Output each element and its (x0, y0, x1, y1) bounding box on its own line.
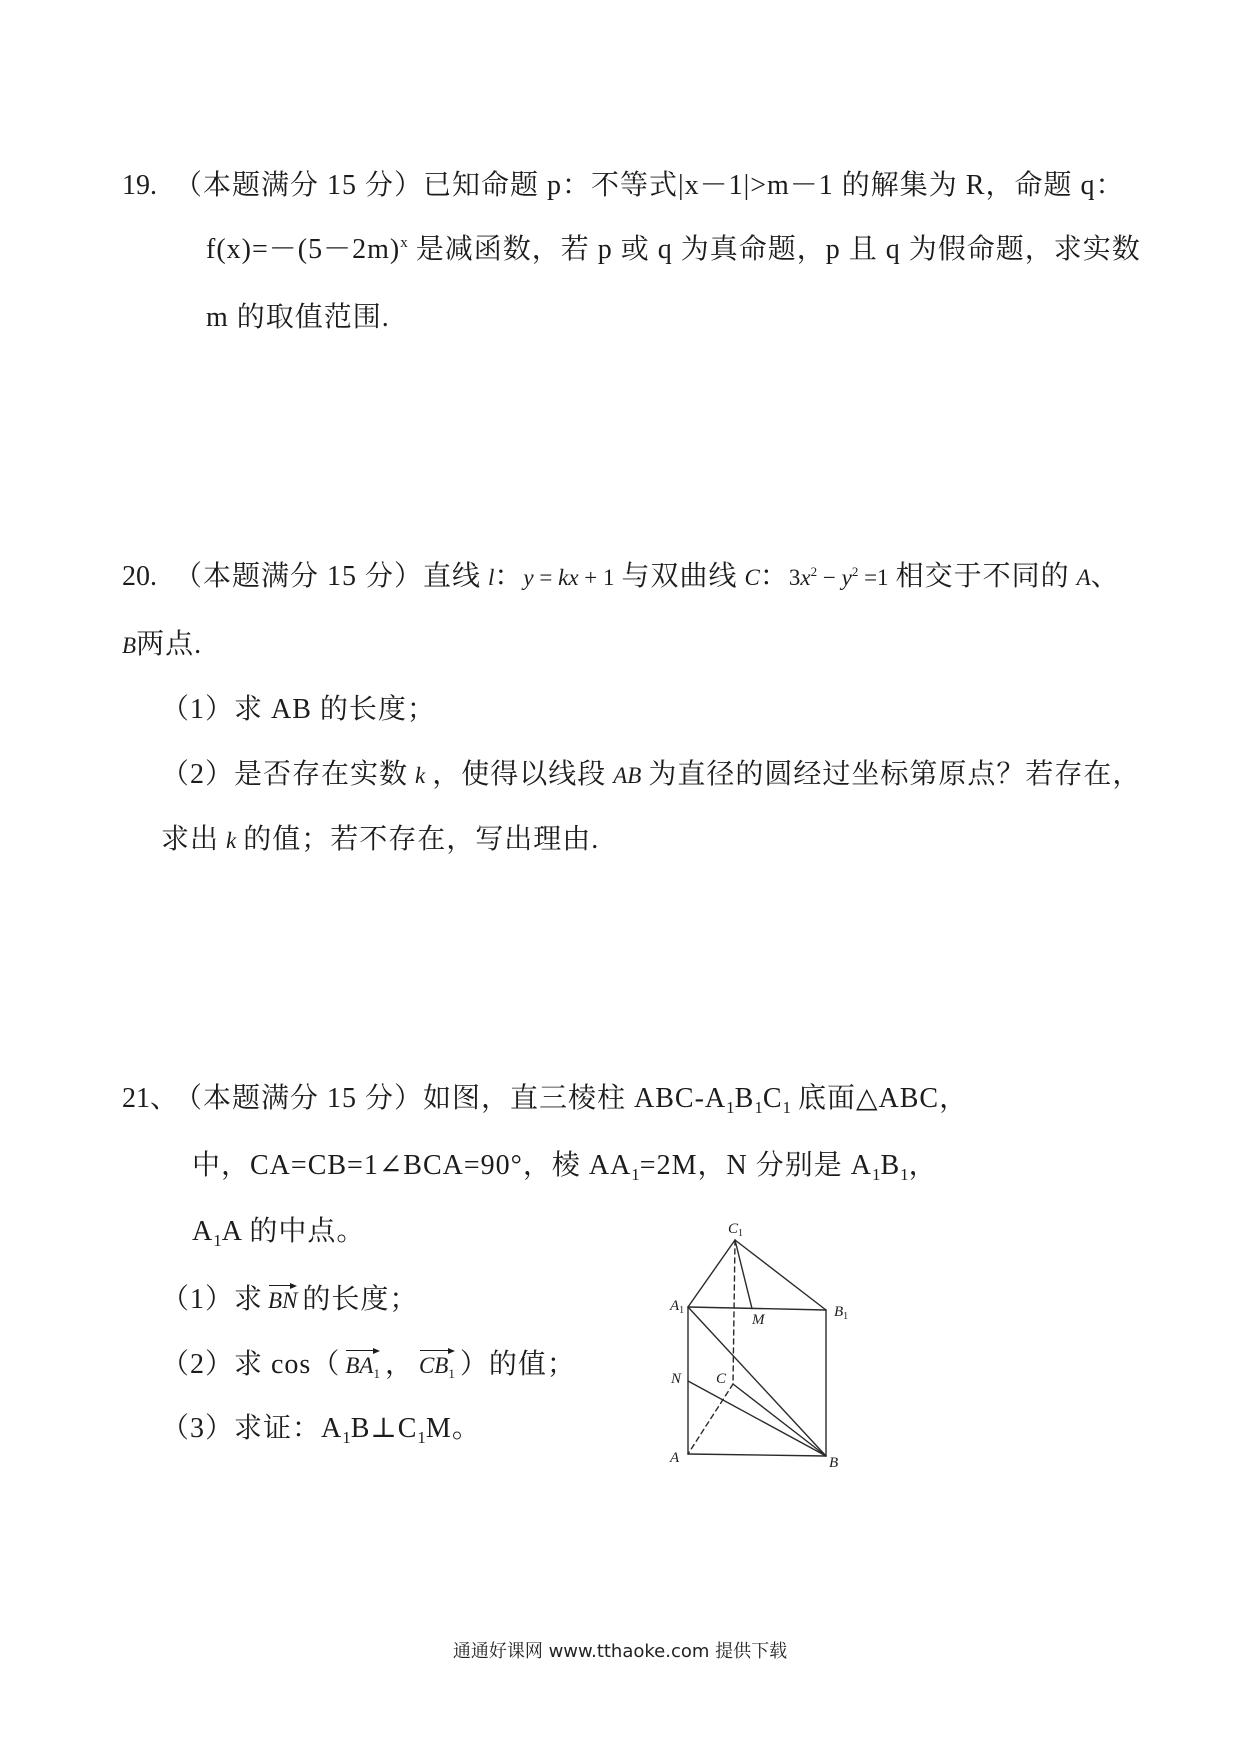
q19-line-2-text: 是减函数，若 p 或 q 为真命题，p 且 q 为假命题，求实数 (407, 234, 1141, 265)
eq-coef-3: 3 (788, 565, 801, 590)
point-b-symbol: B (122, 633, 137, 658)
label-m: M (752, 1312, 765, 1328)
q20-line-2 (122, 627, 202, 664)
q19-line-3 (206, 300, 390, 336)
segment-a1-b (688, 1307, 826, 1456)
label-a1-letter: A (670, 1298, 680, 1314)
line-l-symbol: l (488, 565, 495, 590)
q21-line-2-comma: ， (908, 1150, 938, 1181)
q21-part-3-text-c: M。 (425, 1413, 481, 1444)
eq-x-exponent: 2 (810, 564, 818, 579)
q19-line-2 (206, 232, 1141, 272)
vector-ba1-sub: 1 (373, 1366, 380, 1381)
q21-line-2 (192, 1148, 938, 1187)
eq-equals: = (533, 565, 559, 590)
edge-c1-c-hidden (733, 1240, 735, 1384)
q21-aa1-sub: 1 (631, 1165, 640, 1184)
q21-line-1-text-b: 底面△ABC， (798, 1083, 969, 1114)
q21-part-3-c1-sub: 1 (417, 1428, 426, 1447)
q21-part-1-text: （1）求 (161, 1284, 264, 1315)
q21-part-3-text: （3）求证：A (161, 1413, 343, 1444)
q21-c-letter: C (762, 1083, 783, 1114)
q19-function-expression: f(x)=－(5－2m) (206, 234, 401, 265)
eq-equals-one: =1 (858, 565, 889, 590)
segment-c-b (733, 1384, 826, 1456)
q21-line-2-text: 中，CA=CB=1∠BCA=90°，棱 AA (192, 1150, 632, 1181)
q20-colon-2: ： (759, 561, 789, 592)
label-b: B (829, 1455, 839, 1471)
vector-ba1-letters: BA (345, 1353, 374, 1378)
q20-part-2-text: （2）是否存在实数 (161, 759, 409, 790)
edge-c-a-hidden (688, 1384, 733, 1454)
label-n: N (671, 1371, 682, 1387)
vector-cb1-letters: CB (418, 1353, 449, 1378)
segment-n-b (688, 1381, 826, 1456)
page-footer: 通通好课网 www.tthaoke.com 提供下载 (452, 1641, 788, 1662)
k-symbol-2: k (226, 828, 237, 853)
label-c: C (716, 1371, 727, 1387)
eq-y: y (523, 565, 534, 590)
q21-line-2-text-b: =2M，N 分别是 A (639, 1150, 872, 1181)
q21-line-1-text: （本题满分 15 分）如图，直三棱柱 ABC-A (174, 1083, 727, 1114)
eq-plus-one: + 1 (578, 565, 615, 590)
vector-cb1-sub: 1 (448, 1366, 455, 1381)
label-a1-subscript: 1 (679, 1305, 685, 1316)
q21-part-2 (161, 1346, 576, 1384)
label-b1-letter: B (834, 1304, 844, 1320)
q19-line-3-text: m 的取值范围. (206, 302, 390, 333)
q21-part-1 (161, 1281, 418, 1318)
q21-part-2-text: （2）求 cos（ (161, 1349, 341, 1380)
q19-line-1 (122, 168, 1124, 204)
q21-part-2-comma: ， (384, 1349, 414, 1380)
q20-comma: 、 (1090, 561, 1120, 592)
vector-bn: BN (268, 1281, 297, 1316)
q20-part-1 (161, 692, 436, 728)
q21-b-letter: B (734, 1083, 755, 1114)
k-symbol: k (415, 763, 426, 788)
q20-part-1-text: （1）求 AB 的长度； (161, 694, 436, 725)
eq-y2: y (841, 565, 852, 590)
q21-number: 21、 (122, 1083, 179, 1114)
vector-cb1 (419, 1346, 455, 1384)
q21-part-2-text-b: ）的值； (459, 1349, 576, 1380)
label-a1 (669, 1298, 684, 1316)
q21-part-3-text-b: B⊥C (350, 1413, 418, 1444)
point-a-symbol: A (1076, 565, 1091, 590)
q20-part-2-cont-text-b: 的值；若不存在，写出理由. (243, 824, 600, 855)
q21-line-3 (192, 1214, 365, 1253)
label-b1-subscript: 1 (843, 1311, 849, 1322)
label-c1-letter: C (728, 1221, 739, 1237)
q20-line-2-text: 两点. (136, 629, 203, 660)
q20-part-2-text-c: 为直径的圆经过坐标第原点？若存在， (648, 759, 1142, 790)
eq-y-exponent: 2 (851, 564, 859, 579)
q20-part-2-text-b: ，使得以线段 (432, 759, 607, 790)
q21-a1-sub: 1 (726, 1098, 735, 1117)
q19-number: 19. (122, 170, 157, 201)
edge-a1-b1 (688, 1307, 826, 1310)
q20-line-1-text: （本题满分 15 分）直线 (174, 561, 482, 592)
label-b1 (834, 1304, 848, 1322)
vector-ba1 (345, 1346, 380, 1384)
q21-c1-sub: 1 (782, 1098, 791, 1117)
q20-hyperbola-text: 与双曲线 (621, 561, 738, 592)
edge-a-b (688, 1454, 826, 1456)
q20-part-2-cont (161, 822, 599, 859)
line-equation (523, 565, 614, 590)
eq-kx: kx (558, 565, 579, 590)
label-c1-subscript: 1 (738, 1228, 744, 1239)
edge-c1-b1 (735, 1240, 826, 1310)
hyperbola-c-symbol: C (744, 565, 760, 590)
prism-figure (640, 1200, 870, 1490)
q21-a1b1-a-sub: 1 (871, 1165, 881, 1184)
hyperbola-equation (789, 565, 889, 590)
ab-symbol: AB (613, 763, 642, 788)
label-c1 (728, 1221, 743, 1239)
q21-line-1 (122, 1081, 968, 1120)
eq-x: x (800, 565, 811, 590)
q21-part-3-a1-sub: 1 (342, 1428, 351, 1447)
q19-exponent: x (400, 235, 408, 251)
q20-intersect-text: 相交于不同的 (895, 561, 1070, 592)
q20-line-1 (122, 559, 1120, 599)
q20-part-2-cont-text: 求出 (161, 824, 220, 855)
label-a: A (670, 1450, 680, 1466)
q21-a1b1-b-sub: 1 (900, 1165, 909, 1184)
q21-b1-sub: 1 (754, 1098, 763, 1117)
q20-number: 20. (122, 561, 157, 592)
q20-part-2 (161, 757, 1141, 794)
q19-line-1-text: （本题满分 15 分）已知命题 p：不等式|x－1|>m－1 的解集为 R，命题 q： (174, 170, 1125, 201)
q21-line-3-text: A 的中点。 (221, 1216, 366, 1247)
edge-a1-c1 (688, 1240, 735, 1307)
q20-colon-1: ： (494, 561, 524, 592)
q21-line-2-b-letter: B (880, 1150, 901, 1181)
q21-line-3-sub: 1 (213, 1231, 222, 1250)
q21-part-3 (161, 1411, 481, 1450)
q21-part-1-text-b: 的长度； (302, 1284, 419, 1315)
eq-minus: − (817, 565, 842, 590)
q21-line-3-a-letter: A (192, 1216, 214, 1247)
